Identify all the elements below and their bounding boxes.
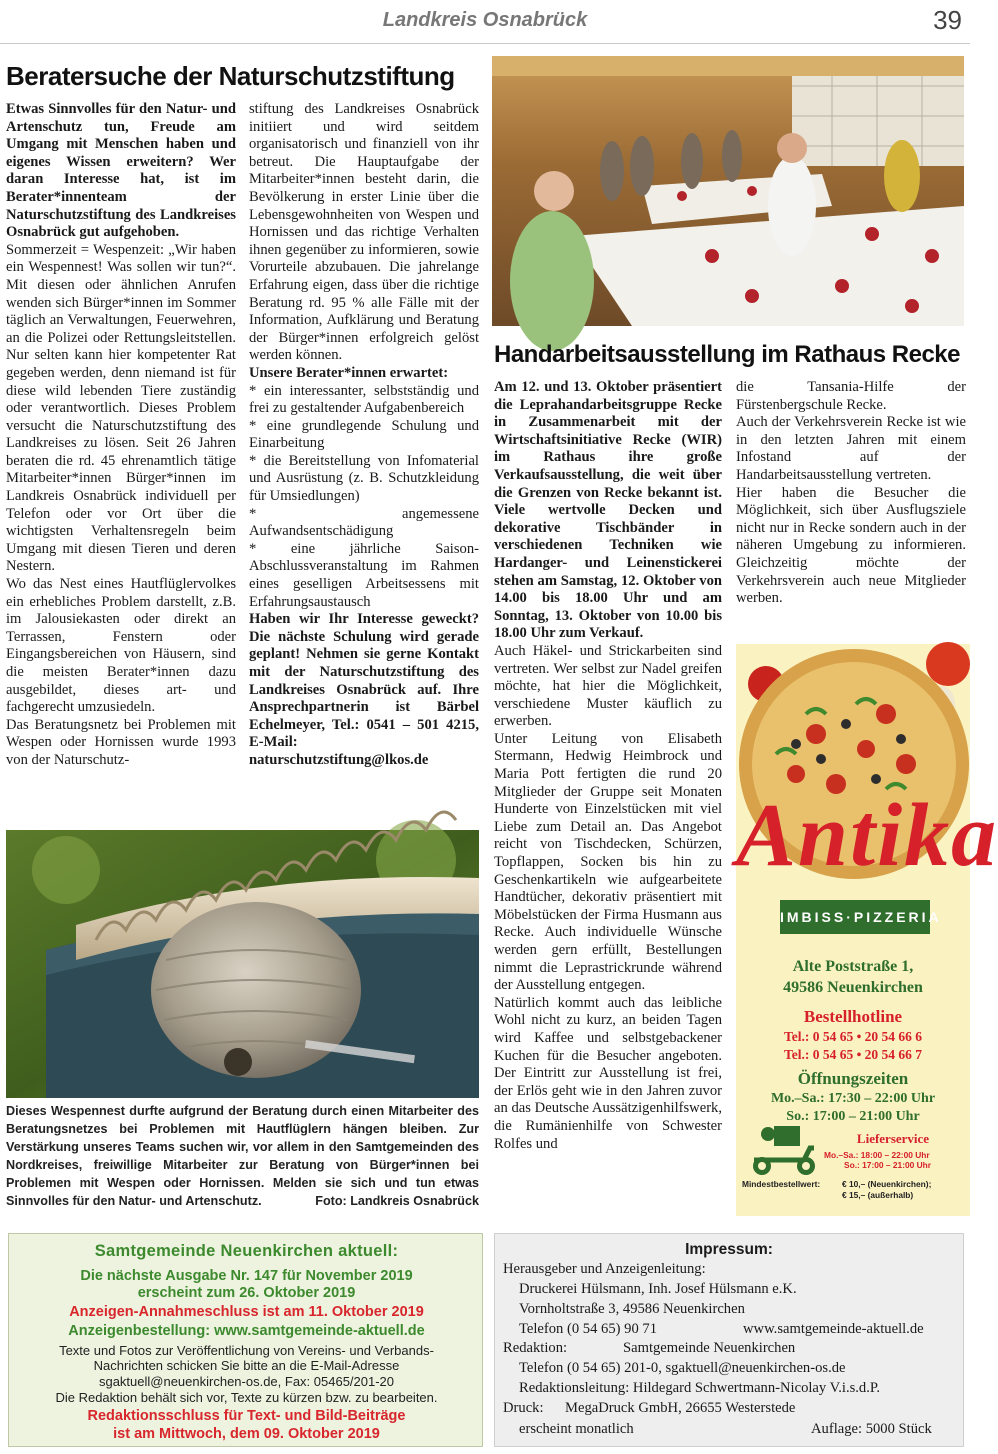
offer-item: * die Bereitstellung von Infomaterial und Ausrüstung (z. B. Schutzkleidung für Umsiedlungen)	[249, 452, 479, 505]
delivery-scooter-icon	[744, 1120, 824, 1180]
ad-address-street: Alte Poststraße 1,	[792, 958, 914, 975]
sg-text-3: sgaktuell@neuenkirchen-os.de, Fax: 05465/201-20	[98, 1374, 395, 1389]
wasp-nest-image	[6, 830, 479, 1098]
sg-next-issue: Die nächste Ausgabe Nr. 147 für November 2019	[80, 1268, 413, 1284]
offer-heading: Unsere Berater*innen erwartet:	[249, 364, 449, 381]
exhibition-photo	[492, 56, 964, 326]
sg-text-4: Die Redaktion behält sich vor, Texte zu kürzen bzw. zu bearbeiten.	[55, 1390, 438, 1405]
article2-paragraph: Hier haben die Besucher die Möglichkeit, sich über Ausflugsziele nicht nur in Recke sondern auch in der näheren Umgebung zu informieren. Gleichzeitig möchte der Verkehrsverein auch neue Mitglieder werben.	[736, 484, 966, 607]
impressum-street: Vornholtstraße 3, 49586 Neuenkirchen	[519, 1301, 745, 1317]
article2-paragraph: die Tansania-Hilfe der Fürstenbergschule Recke.	[736, 379, 966, 413]
impressum-print-label: Druck:	[503, 1400, 544, 1416]
impressum-box	[494, 1233, 964, 1447]
article2-headline: Handarbeitsausstellung im Rathaus Recke	[494, 341, 960, 368]
article1-headline: Beratersuche der Naturschutzstiftung	[6, 61, 455, 91]
impressum-circulation: Auflage: 5000 Stück	[811, 1421, 932, 1437]
article1-closing: Haben wir Ihr Interesse geweckt? Die nächste Schulung wird gerade geplant! Nehmen sie gerne Kontakt mit der Naturschutzstiftung des Landkreises Osnabrück auf. Ihre Ansprechpartnerin ist Bärbel Echelmeyer, Tel.: 0541 – 501 4215, E-Mail: naturschutzstiftung@lkos.de	[249, 611, 479, 768]
samtgemeinde-info-box	[8, 1233, 483, 1447]
sg-text-1: Texte und Fotos zur Veröffentlichung von Vereins- und Verbands-	[59, 1343, 434, 1358]
photo-caption	[6, 1102, 479, 1214]
ad-hours-weekday: Mo.–Sa.: 17:30 – 22:00 Uhr	[770, 1091, 936, 1106]
region-title: Landkreis Osnabrück	[382, 9, 588, 31]
article2-paragraph: Auch der Verkehrsverein Recke ist wie in den letzten Jahren mit einem Infostand auf der Handarbeitsausstellung vertreten.	[736, 414, 966, 483]
wasp-nest-photo	[6, 830, 479, 1098]
ad-minorder-label: Mindestbestellwert:	[742, 1179, 821, 1189]
offer-item: * eine grundlegende Schulung und Einarbeitung	[249, 417, 479, 452]
ad-hotline-label: Bestellhotline	[803, 1007, 903, 1026]
caption-text: Dieses Wespennest durfte aufgrund der Beratung durch einen Mitarbeiter des Beratungsnetzes bei Problemen mit Hautflüglern hängen bleiben. Zur Verstärkung unseres Teams suchen wir, vor allem in den Samtgemeinden des Nordkreises, freiwillige Mitarbeiter zur Beratung von Bürger*innen bei Problemen mit Wespen oder Hornissen. Melden sie sich und tun etwas Sinnvolles für den Natur- und Artenschutz.	[6, 1104, 479, 1208]
article2-paragraph: Natürlich kommt auch das leibliche Wohl nicht zu kurz, an beiden Tagen wird Kaffee und selbstgebackener Kuchen für die Besucher angeboten. Der Eintritt zur Ausstellung ist frei, der Erlös geht wie in den Jahren zuvor an das Deutsche Aussätzigenhilfswerk, die Rumänienhilfe von Schwester Rolfes und	[494, 994, 722, 1152]
impressum-editor-label: Redaktion:	[503, 1340, 568, 1356]
ad-minorder-local: € 10,– (Neuenkirchen);	[842, 1179, 932, 1189]
article1-column2	[249, 101, 479, 819]
article1-paragraph: Sommerzeit = Wespenzeit: „Wir haben ein Wespennest! Was sollen wir tun?“. Mit diesen oder ähnlichen Anrufen wenden sich Bürger*innen im Sommer täglich an Verwaltungen, Feuerwehren, an die Polizei oder Rettungsleitstellen. Nur selten kann hier kompetenter Rat gegeben werden, denn niemand ist für diese wild lebenden Tiere zuständig oder verantwortlich. Dieses Problem versucht die Naturschutzstiftung des Landkreises zu lösen. Seit 26 Jahren beraten die rd. 45 ehrenamtlich tätige Mitarbeiter*innen Bürger*innen im Landkreis Osnabrück individuell per Telefon oder vor Ort über die wichtigsten Verhaltensregeln beim Umgang mit diesen Tieren und deren Nestern.	[6, 241, 236, 575]
ad-brand-name: Antika	[736, 786, 998, 885]
article2-column2	[736, 379, 966, 641]
impressum-editor-phone: Telefon (0 54 65) 201-0, sgaktuell@neuenkirchen-os.de	[519, 1360, 846, 1376]
ad-delivery-label: Lieferservice	[856, 1131, 930, 1146]
sg-box-title: Samtgemeinde Neuenkirchen aktuell:	[94, 1242, 399, 1260]
impressum-printer: MegaDruck GmbH, 26655 Westerstede	[565, 1400, 796, 1416]
article2-paragraph: Unter Leitung von Elisabeth Stermann, Hedwig Heimbrock und Maria Pott fertigten die rund 20 Mitglieder der Gruppe seit Monaten Hunderte von Einzelstücken mit viel Liebe zum Detail an. Das Angebot reicht von Tischdecken, Schürzen, Topflappen, Socken bis hin zu Geschenkartikeln wie aufgearbeitete Handtücher, dekorativ präsentiert mit Möbelstücken der Firma Husmann aus Recke. Auch individuelle Wünsche werden gern erfüllt, Bestellungen nimmt die Leprastrickrunde während der Ausstellung entgegen.	[494, 730, 722, 994]
exhibition-image	[492, 56, 964, 326]
impressum-frequency: erscheint monatlich	[519, 1421, 634, 1437]
sg-editorial-deadline: Redaktionsschluss für Text- und Bild-Beiträge	[87, 1408, 406, 1424]
impressum-publisher: Druckerei Hülsmann, Inh. Josef Hülsmann e.K.	[519, 1281, 797, 1297]
impressum-editor: Samtgemeinde Neuenkirchen	[623, 1340, 796, 1356]
sg-text-2: Nachrichten schicken Sie bitte an die E-Mail-Adresse	[93, 1358, 400, 1373]
sg-editorial-date: ist am Mittwoch, dem 09. Oktober 2019	[113, 1426, 380, 1442]
ad-phone-1: Tel.: 0 54 65 • 20 54 66 6	[783, 1029, 923, 1044]
article1-paragraph: Wo das Nest eines Hautflüglervolkes ein erhebliches Problem darstellt, z.B. im Jalousiekasten oder direkt an Terrassen, Fenstern oder Eingangsbereichen von Häusern, sind die meisten Berater*innen dazu ausgebildet, dieses art- und fachgerecht umzusiedeln.	[6, 576, 236, 716]
sg-issue-date: erscheint zum 26. Oktober 2019	[137, 1285, 356, 1301]
ad-delivery-sunday: So.: 17:00 – 21:00 Uhr	[844, 1160, 932, 1170]
ad-hours-label: Öffnungszeiten	[797, 1069, 909, 1088]
ad-address-city: 49586 Neuenkirchen	[783, 979, 923, 996]
ad-minorder-outside: € 15,– (außerhalb)	[842, 1190, 914, 1200]
ad-hours-sunday: So.: 17:00 – 21:00 Uhr	[786, 1109, 920, 1124]
article1-paragraph: Das Beratungsnetz bei Problemen mit Wespen oder Hornissen wurde 1993 von der Naturschutz-	[6, 716, 236, 768]
impressum-publisher-label: Herausgeber und Anzeigenleitung:	[503, 1261, 706, 1277]
impressum-website: www.samtgemeinde-aktuell.de	[743, 1321, 924, 1337]
photo-credit: Foto: Landkreis Osnabrück	[315, 1194, 479, 1208]
offer-item: * ein interessanter, selbstständig und frei zu gestaltender Aufgabenbereich	[249, 382, 479, 417]
article1-paragraph: stiftung des Landkreises Osnabrück initiiert und wird seitdem organisatorisch und finanziell von ihr betreut. Die Hauptaufgabe der Mitarbeiter*innen besteht darin, die Bevölkerung in erster Linie über die Lebensgewohnheiten von Wespen und Hornissen und das richtige Verhalten ihnen gegenüber zu informieren, sowie Vorurteile abzubauen. Die jahrelange Erfahrung eigen, dass über die richtige Beratung rd. 95 % alle Fälle mit der Information, Aufklärung und Beratung der Bürger*innen erfolgreich gelöst werden können.	[249, 101, 479, 364]
antika-ad	[736, 644, 998, 1216]
sg-ad-order: Anzeigenbestellung: www.samtgemeinde-aktuell.de	[68, 1323, 425, 1339]
offer-item: * angemessene Aufwandsentschädigung	[249, 505, 479, 540]
pizza-image	[736, 644, 970, 804]
offer-item: * eine jährliche Saison-Abschlussveranstaltung im Rahmen eines geselligen Arbeitsessens mit Erfahrungsaustausch	[249, 540, 479, 610]
impressum-title: Impressum:	[685, 1241, 773, 1258]
ad-subtitle: IMBISS·PIZZERIA	[780, 900, 930, 934]
article1-column1	[6, 101, 236, 819]
article2-lead: Am 12. und 13. Oktober präsentiert die Leprahandarbeitsgruppe Recke in Zusammenarbeit mit der Wirtschaftsinitiative Recke (WIR) im Rathaus ihre große Verkaufsausstellung, die weit über die Grenzen von Recke bekannt ist. Viele wertvolle Decken und dekorative Tischbänder in verschiedenen Techniken wie Hardanger- und Leinenstickerei stehen am Samstag, 12. Oktober von 14.00 bis 18.00 Uhr und am Sonntag, 13. Oktober von 10.00 bis 18.00 Uhr zum Verkauf.	[494, 379, 722, 642]
sg-ad-deadline: Anzeigen-Annahmeschluss ist am 11. Oktober 2019	[69, 1304, 424, 1320]
article2-column1	[494, 379, 722, 1217]
article2-paragraph: Auch Häkel- und Strickarbeiten sind vertreten. Wer selbst zur Nadel greifen möchte, hat hier die Möglichkeit, verschiedene Muster käuflich zu erwerben.	[494, 642, 722, 730]
page-number: 39	[933, 5, 962, 35]
article1-lead: Etwas Sinnvolles für den Natur- und Artenschutz tun, Freude am Umgang mit Menschen haben und eigenes Wissen erweitern? Wer daran Interesse hat, ist im Berater*innenteam der Naturschutzstiftung des Landkreises Osnabrück gut aufgehoben.	[6, 101, 236, 241]
page-header	[0, 0, 970, 44]
ad-delivery-weekday: Mo.–Sa.: 18:00 – 22:00 Uhr	[824, 1150, 930, 1160]
ad-phone-2: Tel.: 0 54 65 • 20 54 66 7	[783, 1047, 923, 1062]
impressum-phone: Telefon (0 54 65) 90 71	[519, 1321, 657, 1337]
impressum-lead-editor: Redaktionsleitung: Hildegard Schwertmann-Nicolay V.i.s.d.P.	[519, 1380, 881, 1396]
